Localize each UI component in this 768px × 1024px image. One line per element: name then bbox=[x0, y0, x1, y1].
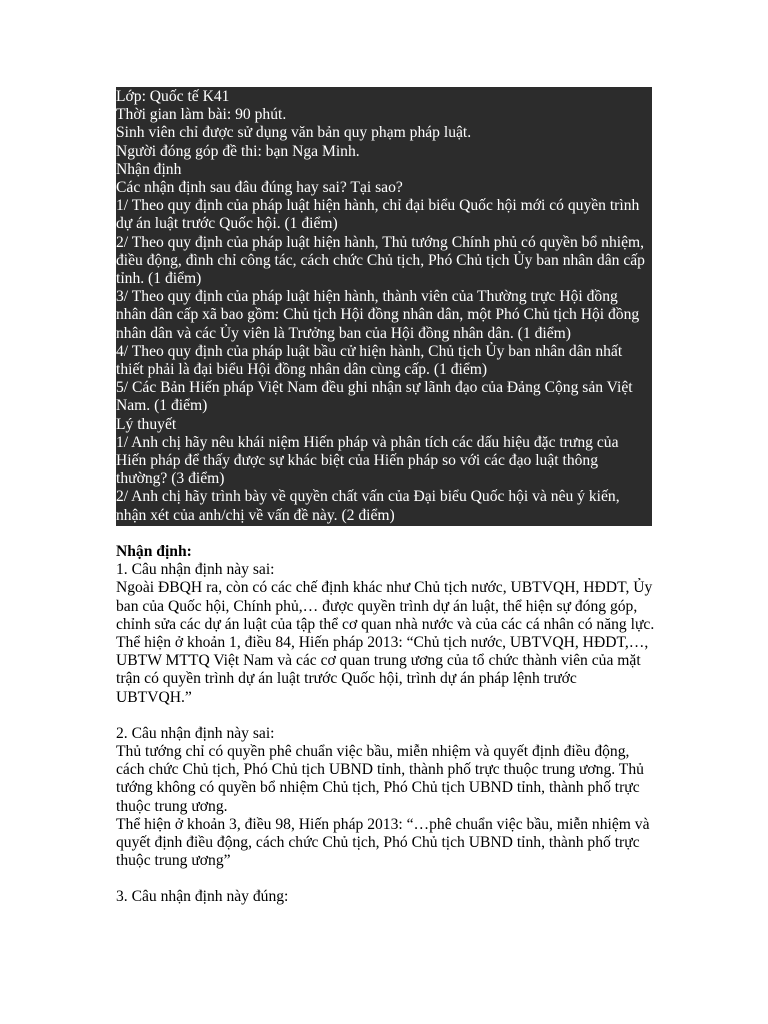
answer-1-body: Ngoài ĐBQH ra, còn có các chế định khác như Chủ tịch nước, UBTVQH, HĐDT, Ủy ban của Quốc hội, Chính phủ,… được quyền trình dự án luật, thể hiện sự đóng góp, chỉnh sửa các dự án luật của tập thể cơ quan nhà nước và của các cá nhân có năng lực. bbox=[116, 579, 655, 633]
statement-5: 5/ Các Bản Hiến pháp Việt Nam đều ghi nhận sự lãnh đạo của Đảng Cộng sản Việt Nam. (1 điểm) bbox=[116, 379, 633, 415]
answer-2-title: 2. Câu nhận định này sai: bbox=[116, 724, 275, 742]
class-line: Lớp: Quốc tế K41 bbox=[116, 88, 230, 105]
section-theory-label: Lý thuyết bbox=[116, 415, 177, 433]
theory-question-2: 2/ Anh chị hãy trình bày về quyền chất vấn của Đại biểu Quốc hội và nêu ý kiến, nhận xét của anh/chị về vấn đề này. (2 điểm) bbox=[116, 488, 620, 524]
answer-2-body: Thủ tướng chỉ có quyền phê chuẩn việc bầu, miễn nhiệm và quyết định điều động, cách chức Chủ tịch, Phó Chủ tịch UBND tỉnh, thành phố trực thuộc trung ương. Thủ tướng không có quyền bổ nhiệm Chủ tịch, Phó Chủ tịch UBND tỉnh, thành phố trực thuộc trung ương. bbox=[116, 743, 644, 815]
statement-3: 3/ Theo quy định của pháp luật hiện hành, thành viên của Thường trực Hội đồng nhân dân cấp xã bao gồm: Chủ tịch Hội đồng nhân dân, một Phó Chủ tịch Hội đồng nhân dân và các Ủy viên là Trưởng ban của Hội đồng nhân dân. (1 điểm) bbox=[116, 288, 640, 342]
statement-1: 1/ Theo quy định của pháp luật hiện hành, chỉ đại biểu Quốc hội mới có quyền trình dự án luật trước Quốc hội. (1 điểm) bbox=[116, 197, 640, 233]
statement-4: 4/ Theo quy định của pháp luật bầu cử hiện hành, Chủ tịch Ủy ban nhân dân nhất thiết phải là đại biểu Hội đồng nhân dân cùng cấp. (1 điểm) bbox=[116, 342, 623, 379]
section-statements-label: Nhận định bbox=[116, 160, 182, 178]
duration-line: Thời gian làm bài: 90 phút. bbox=[116, 106, 287, 124]
statement-2: 2/ Theo quy định của pháp luật hiện hành, Thủ tướng Chính phủ có quyền bổ nhiệm, điều động, đình chỉ công tác, cách chức Chủ tịch, Phó Chủ tịch Ủy ban nhân dân cấp tỉnh. (1 điểm) bbox=[116, 233, 645, 288]
paragraph-gap bbox=[116, 870, 656, 888]
paragraph-gap bbox=[116, 707, 656, 725]
exam-info-block bbox=[116, 87, 652, 526]
answer-2-citation: Thể hiện ở khoản 3, điều 98, Hiến pháp 2013: “…phê chuẩn việc bầu, miễn nhiệm và quyết định điều động, cách chức Chủ tịch, Phó Chủ tịch UBND tỉnh, thành phố trực thuộc trung ương” bbox=[116, 815, 650, 870]
contributor-line: Người đóng góp đề thi: bạn Nga Minh. bbox=[116, 142, 360, 160]
theory-question-1: 1/ Anh chị hãy nêu khái niệm Hiến pháp và phân tích các dấu hiệu đặc trưng của Hiến pháp để thấy được sự khác biệt của Hiến pháp so với các đạo luật thông thường? (3 điểm) bbox=[116, 433, 619, 488]
statements-instruction: Các nhận định sau đâu đúng hay sai? Tại sao? bbox=[116, 179, 403, 197]
answer-3-title: 3. Câu nhận định này đúng: bbox=[116, 888, 289, 906]
answers-heading: Nhận định: bbox=[116, 543, 192, 560]
answers-section bbox=[116, 543, 656, 907]
rules-line: Sinh viên chỉ được sử dụng văn bản quy phạm pháp luật. bbox=[116, 124, 472, 142]
answer-1-citation: Thể hiện ở khoản 1, điều 84, Hiến pháp 2013: “Chủ tịch nước, UBTVQH, HĐDT,…, UBTW MTTQ Việt Nam và các cơ quan trung ương của tổ chức thành viên của mặt trận có quyền trình dự án luật trước Quốc hội, trình dự án pháp lệnh trước UBTVQH.” bbox=[116, 634, 649, 706]
answer-1-title: 1. Câu nhận định này sai: bbox=[116, 561, 275, 579]
